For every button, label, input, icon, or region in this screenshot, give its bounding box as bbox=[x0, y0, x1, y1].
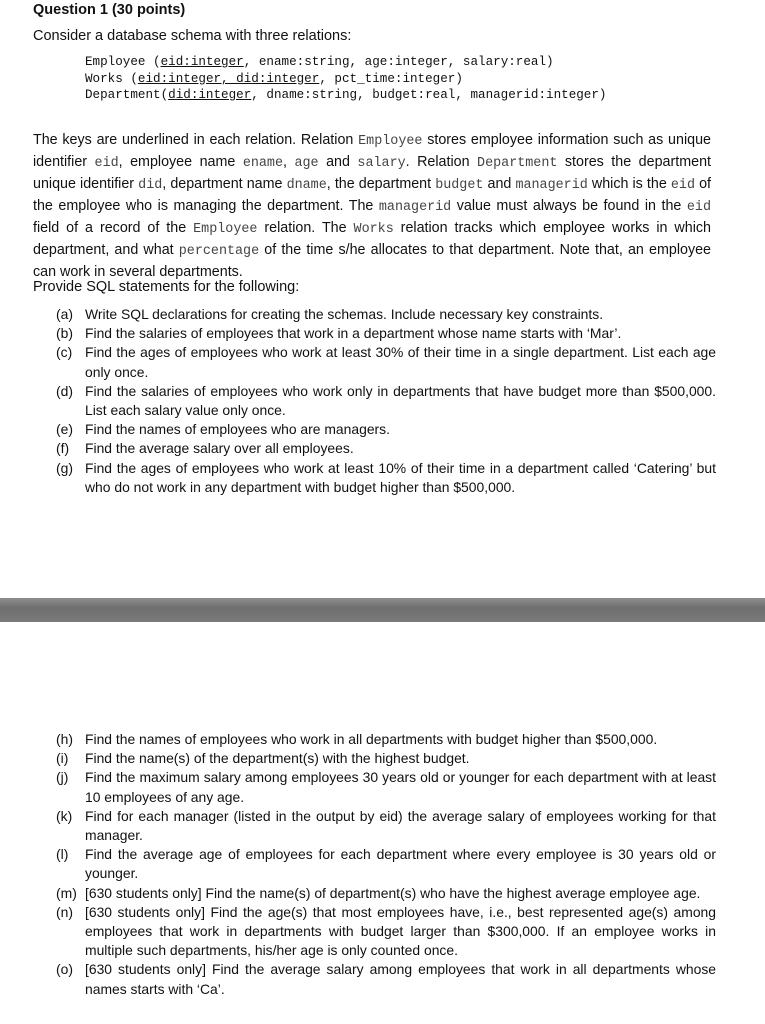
question-text: [630 students only] Find the name(s) of department(s) who have the highest average employee age. bbox=[85, 884, 701, 901]
relation-name: Works bbox=[85, 71, 123, 86]
question-list-page-2 bbox=[56, 730, 716, 999]
question-label: (j) bbox=[56, 769, 69, 786]
code-term: ename bbox=[242, 156, 284, 171]
question-label: (g) bbox=[56, 459, 73, 476]
text-run: , the department bbox=[326, 176, 436, 192]
relation-key: eid:integer bbox=[160, 55, 244, 69]
text-run: , bbox=[283, 154, 295, 170]
text-run: stores employee information such as unique identifier bbox=[33, 132, 711, 170]
code-term: managerid bbox=[378, 200, 452, 215]
code-term: Department bbox=[477, 156, 558, 171]
question-item bbox=[56, 343, 716, 381]
text-run: value must always be found in the bbox=[451, 198, 687, 214]
question-text: Find the names of employees who work in all departments with budget higher than $500,000. bbox=[85, 731, 658, 747]
question-item bbox=[56, 420, 716, 439]
relation-sep: ( bbox=[160, 88, 169, 102]
relation-attrs: , pct_time:integer) bbox=[319, 71, 463, 86]
question-text: Find the names of employees who are managers. bbox=[85, 421, 390, 438]
code-term: age bbox=[294, 156, 319, 171]
code-term: eid bbox=[94, 156, 119, 171]
text-run: relation tracks which employee works in which department, and what bbox=[33, 220, 711, 258]
schema-works bbox=[85, 71, 606, 88]
text-run: , department name bbox=[162, 176, 287, 192]
question-text: Find the salaries of employees who work only in departments that have budget more than $500,000. List each salary value only once. bbox=[85, 382, 716, 419]
text-run: The keys are underlined in each relation. Relation bbox=[33, 132, 359, 148]
question-label: (o) bbox=[56, 961, 73, 978]
text-run: relation. The bbox=[257, 220, 354, 236]
relation-key: eid:integer, did:integer bbox=[137, 71, 320, 86]
code-term: percentage bbox=[178, 244, 260, 259]
question-item bbox=[56, 305, 716, 324]
schema-employee bbox=[85, 54, 606, 71]
text-run: which is the bbox=[587, 176, 671, 192]
question-item bbox=[56, 960, 716, 998]
text-run: . Relation bbox=[405, 154, 478, 170]
question-label: (k) bbox=[56, 807, 73, 824]
question-item bbox=[56, 382, 716, 420]
code-term: budget bbox=[435, 178, 484, 193]
question-item bbox=[56, 439, 716, 458]
question-label: (a) bbox=[56, 306, 73, 322]
question-text: Find the ages of employees who work at least 30% of their time in a single department. List each age only once. bbox=[85, 344, 716, 380]
description-paragraph bbox=[33, 130, 711, 282]
text-run: of the time s/he allocates to that department. Note that, an employee can work in several departments. bbox=[33, 242, 711, 280]
code-term: managerid bbox=[515, 178, 588, 193]
question-item bbox=[56, 845, 716, 883]
question-text: Find the name(s) of the department(s) with the highest budget. bbox=[85, 750, 470, 767]
relation-key: did:integer bbox=[168, 88, 252, 102]
question-item bbox=[56, 730, 716, 749]
document-page-2 bbox=[0, 622, 765, 1024]
code-term: eid bbox=[686, 200, 711, 215]
question-text: Write SQL declarations for creating the schemas. Include necessary key constraints. bbox=[85, 306, 604, 322]
code-term: eid bbox=[670, 178, 695, 193]
question-title: Question 1 (30 points) bbox=[33, 2, 186, 18]
text-run: field of a record of the bbox=[33, 220, 194, 236]
text-run: , employee name bbox=[118, 154, 243, 170]
question-text: Find the average age of employees for each department where every employee is 30 years old or younger. bbox=[85, 846, 716, 882]
question-label: (e) bbox=[56, 421, 73, 438]
question-text: [630 students only] Find the age(s) that most employees have, i.e., best represented age(s) among employees that work in departments with budget larger than $300,000. If an employee works in multiple such departments, his/her age is only counted once. bbox=[85, 903, 716, 959]
code-term: Employee bbox=[358, 134, 423, 149]
text-run: and bbox=[318, 154, 358, 170]
schema-block bbox=[85, 54, 606, 104]
relation-attrs: , dname:string, budget:real, managerid:integer) bbox=[251, 88, 607, 102]
question-label: (m) bbox=[56, 884, 77, 901]
question-label: (n) bbox=[56, 903, 73, 920]
question-item bbox=[56, 768, 716, 806]
question-text: [630 students only] Find the average salary among employees that work in all departments whose names starts with ‘Ca’. bbox=[85, 961, 716, 997]
schema-intro: Consider a database schema with three relations: bbox=[33, 28, 352, 44]
code-term: salary bbox=[357, 156, 406, 171]
question-item bbox=[56, 749, 716, 768]
relation-name: Employee bbox=[85, 55, 146, 69]
question-item bbox=[56, 884, 716, 903]
text-run: and bbox=[483, 176, 516, 192]
schema-department bbox=[85, 87, 606, 104]
page-divider bbox=[0, 598, 765, 622]
question-label: (d) bbox=[56, 382, 73, 399]
relation-sep: ( bbox=[122, 71, 138, 86]
question-list-page-1 bbox=[56, 305, 716, 497]
question-text: Find the salaries of employees that work in a department whose name starts with ‘Mar’. bbox=[85, 325, 622, 342]
question-item bbox=[56, 807, 716, 845]
question-label: (f) bbox=[56, 440, 70, 457]
code-term: Works bbox=[353, 222, 394, 237]
question-item bbox=[56, 903, 716, 961]
question-text: Find the average salary over all employees. bbox=[85, 440, 354, 457]
question-label: (h) bbox=[56, 731, 73, 747]
question-label: (b) bbox=[56, 325, 73, 342]
question-label: (l) bbox=[56, 846, 69, 863]
question-text: Find the ages of employees who work at least 10% of their time in a department called ‘Catering’ but who do not work in any department with budget higher than $500,000. bbox=[85, 459, 716, 495]
question-label: (c) bbox=[56, 344, 73, 361]
code-term: Employee bbox=[193, 222, 258, 237]
provide-instruction: Provide SQL statements for the following: bbox=[33, 279, 300, 295]
question-item bbox=[56, 459, 716, 497]
relation-sep: ( bbox=[145, 55, 161, 69]
question-text: Find the maximum salary among employees 30 years old or younger for each department with at least 10 employees of any age. bbox=[85, 769, 716, 805]
text-run: stores the department unique identifier bbox=[33, 154, 711, 192]
question-label: (i) bbox=[56, 750, 69, 767]
relation-name: Department bbox=[85, 88, 161, 102]
question-item bbox=[56, 324, 716, 343]
code-term: dname bbox=[286, 178, 327, 193]
relation-attrs: , ename:string, age:integer, salary:real) bbox=[243, 55, 554, 69]
text-run: of the employee who is managing the department. The bbox=[33, 176, 711, 214]
question-text: Find for each manager (listed in the output by eid) the average salary of employees working for that manager. bbox=[85, 807, 716, 844]
code-term: did bbox=[138, 178, 163, 193]
